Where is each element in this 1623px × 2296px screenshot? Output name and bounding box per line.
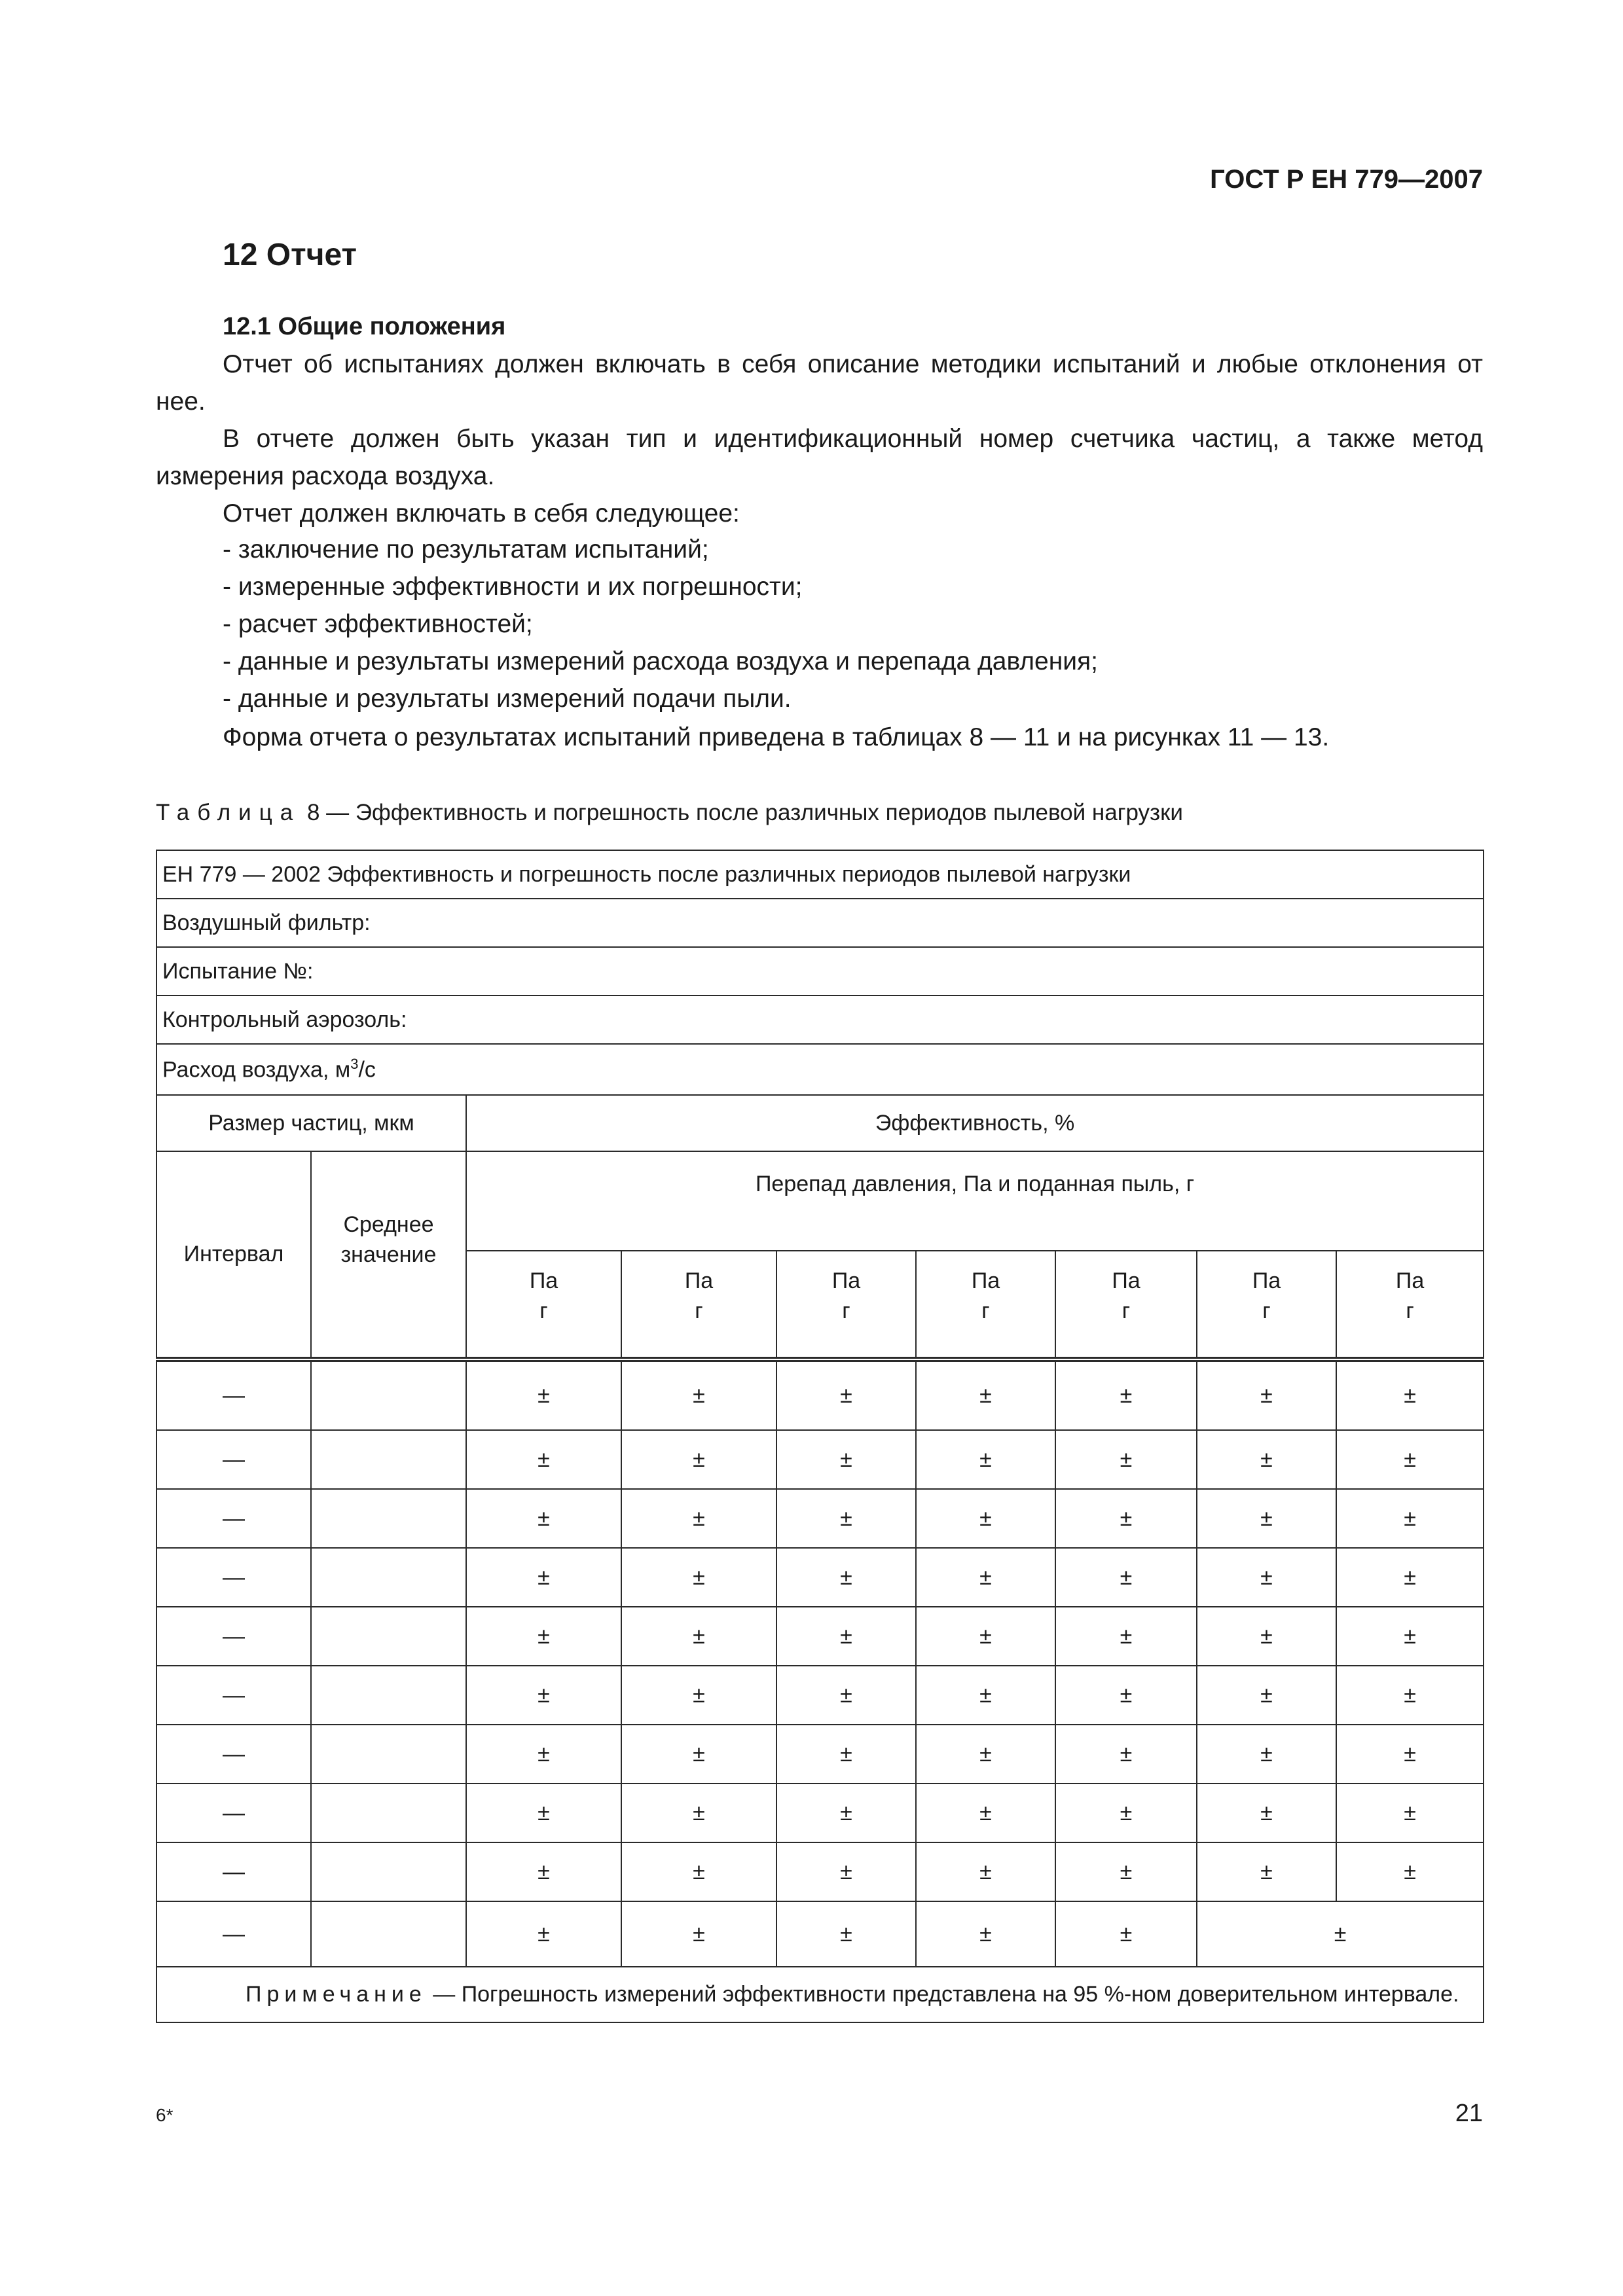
value-cell: ± [466, 1784, 621, 1842]
value-cell: ± [1197, 1548, 1336, 1607]
section-title: 12 Отчет [223, 238, 357, 272]
value-cell: ± [466, 1548, 621, 1607]
value-cell: ± [776, 1489, 916, 1548]
mean-cell [311, 1842, 466, 1901]
table-caption: Таблица 8 — Эффективность и погрешность после различных периодов пылевой нагрузки [156, 800, 1183, 825]
unit-cell: Па г [916, 1251, 1055, 1359]
table-row [156, 1607, 1484, 1666]
standard-number: ГОСТ Р ЕН 779—2007 [1210, 165, 1483, 194]
value-cell: ± [1197, 1901, 1484, 1967]
table-row [156, 1725, 1484, 1784]
interval-cell: — [156, 1430, 311, 1489]
value-cell: ± [1336, 1607, 1484, 1666]
value-cell: ± [621, 1359, 776, 1430]
table-row [156, 1784, 1484, 1842]
unit-cell: Па г [776, 1251, 916, 1359]
value-cell: ± [1197, 1784, 1336, 1842]
value-cell: ± [916, 1489, 1055, 1548]
table-row [156, 1548, 1484, 1607]
value-cell: ± [776, 1359, 916, 1430]
value-cell: ± [466, 1666, 621, 1725]
unit-cell: Па г [1197, 1251, 1336, 1359]
value-cell: ± [1055, 1359, 1197, 1430]
particle-size-header: Размер частиц, мкм [156, 1095, 466, 1151]
aerosol-row: Контрольный аэрозоль: [156, 996, 1484, 1044]
subsection-title: 12.1 Общие положения [223, 313, 506, 340]
value-cell: ± [1055, 1489, 1197, 1548]
value-cell: ± [776, 1430, 916, 1489]
table-title-row: ЕН 779 — 2002 Эффективность и погрешность после различных периодов пылевой нагрузки [156, 850, 1484, 899]
table-row [156, 1666, 1484, 1725]
list-item: - данные и результаты измерений расхода воздуха и перепада давления; [223, 647, 1098, 675]
interval-cell: — [156, 1548, 311, 1607]
value-cell: ± [1197, 1842, 1336, 1901]
value-cell: ± [776, 1842, 916, 1901]
footer-mark: 6* [156, 2105, 173, 2125]
interval-cell: — [156, 1359, 311, 1430]
value-cell: ± [1197, 1607, 1336, 1666]
pressure-dust-header: Перепад давления, Па и поданная пыль, г [466, 1151, 1484, 1251]
value-cell: ± [466, 1901, 621, 1967]
value-cell: ± [621, 1607, 776, 1666]
value-cell: ± [1055, 1607, 1197, 1666]
airflow-row: Расход воздуха, $м^3/с$ [156, 1044, 1484, 1095]
unit-cell: Па г [1336, 1251, 1484, 1359]
test-row: Испытание №: [156, 947, 1484, 996]
value-cell: ± [1336, 1548, 1484, 1607]
value-cell: ± [1336, 1489, 1484, 1548]
value-cell: ± [776, 1548, 916, 1607]
list-item: - данные и результаты измерений подачи пыли. [223, 685, 792, 713]
table-row [156, 1430, 1484, 1489]
value-cell: ± [621, 1901, 776, 1967]
value-cell: ± [621, 1489, 776, 1548]
value-cell: ± [1336, 1725, 1484, 1784]
efficiency-table [156, 850, 1484, 2023]
interval-cell: — [156, 1607, 311, 1666]
mean-cell [311, 1430, 466, 1489]
value-cell: ± [1055, 1725, 1197, 1784]
value-cell: ± [1336, 1666, 1484, 1725]
value-cell: ± [776, 1725, 916, 1784]
interval-cell: — [156, 1489, 311, 1548]
mean-cell [311, 1359, 466, 1430]
paragraph-2: В отчете должен быть указан тип и идентификационный номер счетчика частиц, а также метод измерения расхода воздуха. [156, 425, 1483, 490]
value-cell: ± [1336, 1430, 1484, 1489]
value-cell: ± [776, 1784, 916, 1842]
value-cell: ± [1197, 1666, 1336, 1725]
paragraph-3: Отчет должен включать в себя следующее: [223, 499, 740, 528]
value-cell: ± [916, 1548, 1055, 1607]
value-cell: ± [466, 1430, 621, 1489]
interval-cell: — [156, 1901, 311, 1967]
value-cell: ± [1336, 1842, 1484, 1901]
value-cell: ± [1055, 1901, 1197, 1967]
value-cell: ± [916, 1359, 1055, 1430]
mean-cell [311, 1901, 466, 1967]
table-row [156, 1359, 1484, 1430]
value-cell: ± [466, 1489, 621, 1548]
value-cell: ± [1197, 1430, 1336, 1489]
value-cell: ± [1197, 1489, 1336, 1548]
mean-cell [311, 1666, 466, 1725]
interval-cell: — [156, 1725, 311, 1784]
value-cell: ± [916, 1725, 1055, 1784]
interval-header: Интервал [156, 1151, 311, 1359]
value-cell: ± [916, 1430, 1055, 1489]
value-cell: ± [466, 1842, 621, 1901]
interval-cell: — [156, 1666, 311, 1725]
value-cell: ± [621, 1548, 776, 1607]
interval-cell: — [156, 1784, 311, 1842]
value-cell: ± [1055, 1842, 1197, 1901]
list-item: - заключение по результатам испытаний; [223, 535, 709, 564]
mean-cell [311, 1489, 466, 1548]
value-cell: ± [1055, 1548, 1197, 1607]
mean-cell [311, 1548, 466, 1607]
value-cell: ± [466, 1725, 621, 1784]
value-cell: ± [466, 1359, 621, 1430]
mean-value-header: Среднее значение [311, 1151, 466, 1359]
value-cell: ± [916, 1666, 1055, 1725]
value-cell: ± [916, 1842, 1055, 1901]
efficiency-header: Эффективность, % [466, 1095, 1484, 1151]
value-cell: ± [466, 1607, 621, 1666]
value-cell: ± [1055, 1430, 1197, 1489]
value-cell: ± [1336, 1784, 1484, 1842]
value-cell: ± [621, 1430, 776, 1489]
value-cell: ± [621, 1725, 776, 1784]
list-item: - расчет эффективностей; [223, 610, 533, 638]
table-row [156, 1842, 1484, 1901]
value-cell: ± [916, 1784, 1055, 1842]
table-row [156, 1489, 1484, 1548]
value-cell: ± [621, 1784, 776, 1842]
value-cell: ± [916, 1607, 1055, 1666]
value-cell: ± [776, 1607, 916, 1666]
list-item: - измеренные эффективности и их погрешности; [223, 573, 803, 601]
interval-cell: — [156, 1842, 311, 1901]
value-cell: ± [1197, 1725, 1336, 1784]
table-row [156, 1901, 1484, 1967]
page-number: 21 [1455, 2100, 1483, 2127]
paragraph-4: Форма отчета о результатах испытаний приведена в таблицах 8 — 11 и на рисунках 11 — 13. [223, 723, 1330, 751]
value-cell: ± [621, 1842, 776, 1901]
mean-cell [311, 1784, 466, 1842]
mean-cell [311, 1607, 466, 1666]
value-cell: ± [776, 1666, 916, 1725]
unit-cell: Па г [1055, 1251, 1197, 1359]
value-cell: ± [776, 1901, 916, 1967]
value-cell: ± [1336, 1359, 1484, 1430]
mean-cell [311, 1725, 466, 1784]
table-note: Примечание — Погрешность измерений эффективности представлена на 95 %-ном доверительном интервале. [156, 1967, 1484, 2022]
filter-row: Воздушный фильтр: [156, 899, 1484, 947]
unit-cell: Па г [466, 1251, 621, 1359]
value-cell: ± [916, 1901, 1055, 1967]
value-cell: ± [1055, 1784, 1197, 1842]
value-cell: ± [1055, 1666, 1197, 1725]
value-cell: ± [621, 1666, 776, 1725]
paragraph-1: Отчет об испытаниях должен включать в себя описание методики испытаний и любые отклонения от нее. [156, 350, 1483, 416]
value-cell: ± [1197, 1359, 1336, 1430]
unit-cell: Па г [621, 1251, 776, 1359]
